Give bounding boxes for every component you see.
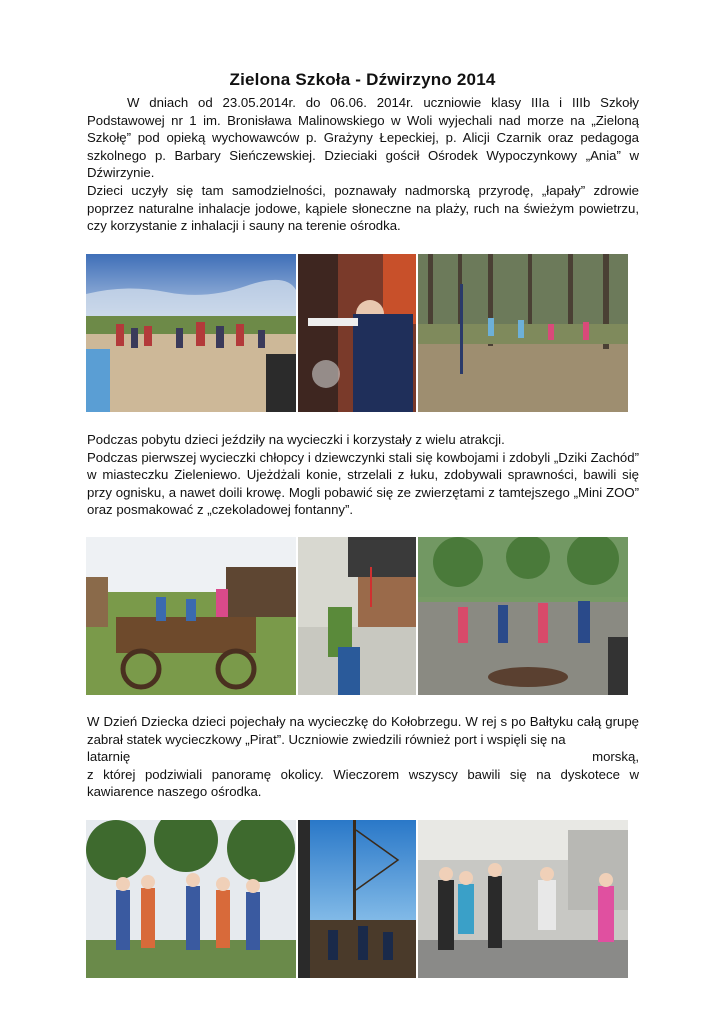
photo-inhalation-room	[298, 254, 416, 412]
trips-text	[87, 431, 639, 519]
photo-row-1	[86, 254, 628, 412]
page-title: Zielona Szkoła - Dźwirzyno 2014	[229, 70, 496, 89]
trips-paragraph-1: Podczas pobytu dzieci jeździły na wycieczki i korzystały z wielu atrakcji.	[87, 432, 505, 447]
photo-row-3	[86, 820, 628, 978]
children-day-line-left: latarnię	[87, 749, 131, 765]
photo-archery	[298, 537, 416, 695]
photo-campfire	[418, 537, 628, 695]
photo-forest-playground	[418, 254, 628, 412]
children-day-line-right: morską,	[592, 749, 639, 765]
photo-wild-west-wagon	[86, 537, 296, 695]
photo-group-park	[86, 820, 296, 978]
intro-paragraph-1: W dniach od 23.05.2014r. do 06.06. 2014r. uczniowie klasy IIIa i IIIb Szkoły Podstawowej nr 1 im. Bronisława Malinowskiego w Woli wyjechali nad morze na „Zieloną Szkołę” pod opieką wychowawców p. Grażyny Łepeckiej, p. Alicji Czarnik oraz pedagoga szkolnego p. Barbary Sieńczewskiej. Dzieciaki gościł Ośrodek Wypoczynkowy „Ania” w Dźwirzynie.	[87, 95, 639, 181]
intro-text	[87, 94, 639, 235]
intro-paragraph-2: Dzieci uczyły się tam samodzielności, poznawały nadmorską przyrodę, „łapały” zdrowie poprzez naturalne inhalacje jodowe, kąpiele słoneczne na plaży, ruch na świeżym powietrzu, czy korzystanie z inhalacji i sauny na terenie ośrodka.	[87, 182, 639, 234]
photo-beach-exercise	[86, 254, 296, 412]
children-day-paragraph-1: W Dzień Dziecka dzieci pojechały na wycieczkę do Kołobrzegu. W rej s po Bałtyku całą grupę zabrał statek wycieczkowy „Pirat”. Uczniowie zwiedzili również port i wspięli się na	[87, 714, 639, 747]
trips-paragraph-2: Podczas pierwszej wycieczki chłopcy i dziewczynki stali się kowbojami i zdobyli „Dziki Zachód” w miasteczku Zieleniewo. Ujeżdżali konie, strzelali z łuku, zdobywali sprawności, bawili się przy ognisku, a nawet doili krowę. Mogli pobawić się ze zwierzętami z tamtejszego „Mini ZOO” oraz posmakować z „czekoladowej fontanny”.	[87, 449, 639, 518]
children-day-paragraph-2: z której podziwiali panoramę okolicy. Wieczorem wszyscy bawili się na dyskotece w kawiarence naszego ośrodka.	[87, 766, 639, 800]
photo-pirate-ship	[298, 820, 416, 978]
photo-disco	[418, 820, 628, 978]
photo-row-2	[86, 537, 628, 695]
children-day-text	[87, 713, 639, 801]
children-day-split-line	[87, 748, 639, 766]
